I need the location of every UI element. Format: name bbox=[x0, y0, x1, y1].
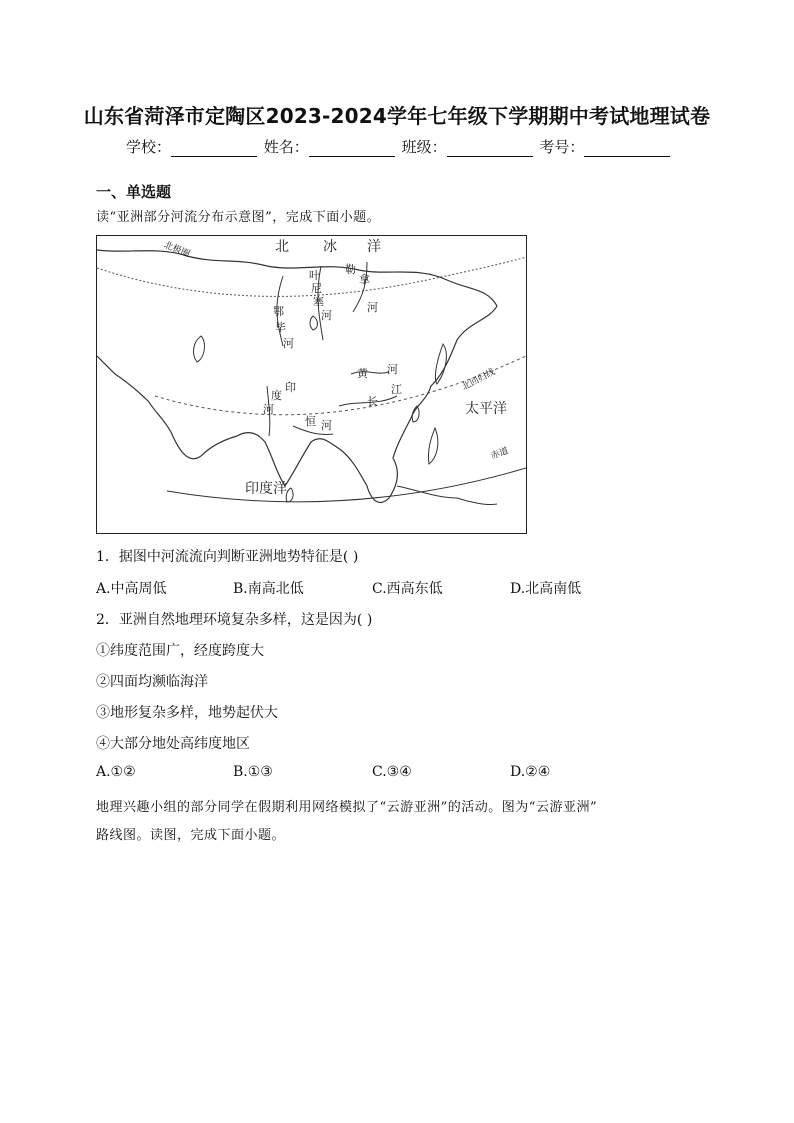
number-blank bbox=[584, 140, 670, 157]
label-ocean: 洋 bbox=[367, 239, 381, 255]
q2-option-a[interactable]: A.①② bbox=[96, 764, 136, 780]
label-indus-2: 度 bbox=[271, 389, 282, 402]
q1-option-d[interactable]: D.北高南低 bbox=[510, 581, 582, 597]
indonesia-islands bbox=[397, 486, 497, 505]
philippines-islands bbox=[428, 428, 437, 464]
label-pacific: 太平洋 bbox=[465, 401, 507, 417]
student-info-row bbox=[126, 136, 672, 157]
question-1-stem: 1．据图中河流流向判断亚洲地势特征是( ) bbox=[96, 549, 359, 565]
label-indus-1: 印 bbox=[285, 381, 296, 394]
label-ob-3: 河 bbox=[283, 337, 294, 350]
label-ob-2: 毕 bbox=[275, 321, 286, 334]
name-blank bbox=[309, 140, 395, 157]
label-arctic-circle: 北极圈 bbox=[162, 240, 192, 260]
q1-option-a[interactable]: A.中高周低 bbox=[96, 581, 167, 597]
sri-lanka-island bbox=[286, 488, 293, 502]
intro-text-2-line-1: 地理兴趣小组的部分同学在假期利用网络模拟了“云游亚洲”的活动。图为“云游亚洲” bbox=[96, 800, 598, 815]
label-tropic: 北回归线 bbox=[460, 367, 498, 393]
q2-statement-1: ①纬度范围广，经度跨度大 bbox=[96, 643, 264, 659]
class-blank bbox=[447, 140, 533, 157]
label-equator: 赤道 bbox=[489, 446, 511, 462]
label-yenisei-3: 塞 bbox=[313, 295, 324, 308]
q1-option-b[interactable]: B.南高北低 bbox=[233, 581, 304, 597]
japan-islands bbox=[435, 344, 446, 384]
label-lena-2: 拿 bbox=[359, 273, 370, 286]
label-lena-3: 河 bbox=[367, 301, 378, 314]
label-changjiang-2: 长 bbox=[367, 395, 378, 408]
label-indus-3: 河 bbox=[263, 403, 274, 416]
intro-text-2-line-2: 路线图。读图，完成下面小题。 bbox=[96, 828, 286, 843]
label-changjiang-1: 江 bbox=[391, 383, 402, 396]
equator-line bbox=[167, 468, 526, 502]
label-lena-1: 勒 bbox=[345, 263, 356, 276]
q2-statement-2: ②四面均濒临海洋 bbox=[96, 674, 208, 690]
q2-option-b[interactable]: B.①③ bbox=[233, 764, 273, 780]
label-indian-ocean: 印度洋 bbox=[245, 481, 287, 497]
caspian-sea bbox=[194, 336, 205, 362]
q1-option-c[interactable]: C.西高东低 bbox=[372, 581, 443, 597]
question-1-options bbox=[96, 578, 696, 598]
label-ice: 冰 bbox=[323, 239, 337, 255]
school-label: 学校： bbox=[126, 138, 172, 156]
label-yenisei-4: 河 bbox=[321, 309, 332, 322]
label-ob-1: 鄂 bbox=[273, 305, 284, 318]
number-label: 考号： bbox=[539, 138, 585, 156]
label-yenisei-1: 叶 bbox=[309, 269, 320, 282]
section-title: 一、单选题 bbox=[96, 183, 172, 201]
q2-statement-4: ④大部分地处高纬度地区 bbox=[96, 736, 250, 752]
baikal-lake bbox=[310, 316, 318, 330]
asia-river-map bbox=[96, 235, 527, 534]
label-ganges-2: 河 bbox=[321, 419, 332, 432]
label-north: 北 bbox=[275, 239, 289, 255]
label-yenisei-2: 尼 bbox=[311, 282, 322, 295]
label-huang-2: 河 bbox=[387, 363, 398, 376]
question-2-stem: 2．亚洲自然地理环境复杂多样，这是因为( ) bbox=[96, 612, 373, 628]
school-blank bbox=[171, 140, 257, 157]
class-label: 班级： bbox=[401, 138, 447, 156]
q2-statement-3: ③地形复杂多样，地势起伏大 bbox=[96, 705, 278, 721]
question-2-options bbox=[96, 764, 696, 784]
label-ganges-1: 恒 bbox=[305, 415, 316, 428]
asia-coastline bbox=[97, 250, 497, 502]
page-title: 山东省菏泽市定陶区2023-2024学年七年级下学期期中考试地理试卷 bbox=[83, 104, 711, 128]
q2-option-c[interactable]: C.③④ bbox=[372, 764, 412, 780]
name-label: 姓名： bbox=[263, 138, 309, 156]
label-huang-1: 黄 bbox=[357, 367, 368, 380]
intro-text-1: 读“亚洲部分河流分布示意图”，完成下面小题。 bbox=[96, 210, 381, 225]
q2-option-d[interactable]: D.②④ bbox=[510, 764, 551, 780]
